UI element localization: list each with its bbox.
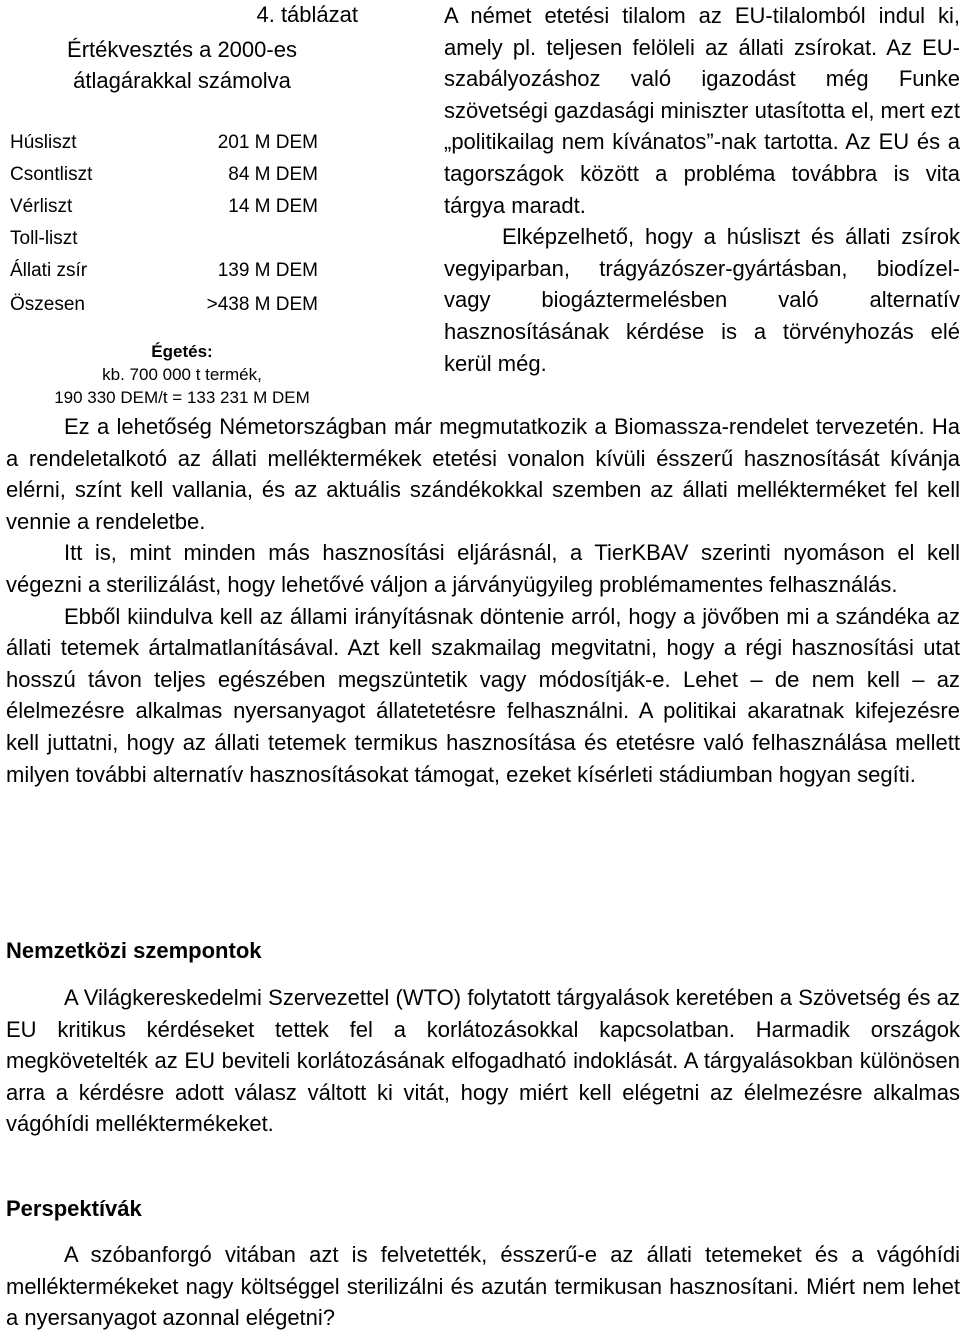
incineration-line1: kb. 700 000 t termék, xyxy=(102,365,262,384)
paragraph-alternative-use: Elképzelhető, hogy a húsliszt és állati zsírok vegyiparban, trágyázószer-gyártásban, biodízel- vagy biogáztermelésben való alternatív hasznosításának kérdése is a törvényhozás elé kerül még. xyxy=(444,224,960,376)
paragraph-state-decision: Ebből kiindulva kell az állami irányításnak döntenie arról, hogy a jövőben mi a szándéka az állati tetemek ártalmatlanításával. Azt kell szakmailag megvitatni, hogy a régi hasznosítási utat hosszú távon teljes egészében megszüntetik vagy módosítják-e. Lehet – de nem kell – az élelmezésre alkalmas nyersanyagot állatetetésre felhasználni. A politikai akaratnak kifejezésre kell juttatni, hogy az állati tetemek termikus hasznosítása és etetésre való felhasználása mellett milyen további alternatív hasznosításokat támogat, ezeket kísérleti stádiumban hogyan segíti. xyxy=(6,603,960,787)
section-text-perspectives xyxy=(6,1239,960,1334)
table-row xyxy=(6,224,358,255)
table-title-line2: átlagárakkal számolva xyxy=(73,68,291,93)
incineration-note xyxy=(6,340,358,409)
section-heading-international: Nemzetközi szempontok xyxy=(6,938,262,963)
table-title xyxy=(6,34,358,96)
section-heading-perspectives: Perspektívák xyxy=(6,1196,142,1221)
row-value: 139 M DEM xyxy=(217,260,318,281)
row-value: 201 M DEM xyxy=(217,132,318,153)
row-label: Húsliszt xyxy=(10,132,77,153)
table-row xyxy=(6,192,358,223)
right-column-text xyxy=(444,0,960,379)
row-label: Csontliszt xyxy=(10,164,93,185)
section-text-international xyxy=(6,982,960,1140)
row-value: 14 M DEM xyxy=(228,196,318,217)
row-value: >438 M DEM xyxy=(206,294,318,315)
paragraph-biomass: Ez a lehetőség Németországban már megmutatkozik a Biomassza-rendelet tervezetén. Ha a rendeletalkotó az állati melléktermékek etetési vonalon kívüli ésszerű hasznosítását kívánja elérni, színt kell vallania, és az aktuális szándékokkal szemben az állati mellékterméket fel kell vennie a rendeletbe. xyxy=(6,414,960,534)
paragraph-wto: A Világkereskedelmi Szervezettel (WTO) folytatott tárgyalások keretében a Szövetség és az EU kritikus kérdéseket tettek fel a korlátozásokkal kapcsolatban. Harmadik országok megkövetelték az EU beviteli korlátozásának elfogadható indoklását. A tárgyalásokban különösen arra a kérdésre adott válasz váltott ki vitát, hogy miért kell elégetni az élelmezésre alkalmas vágóhídi melléktermékeket. xyxy=(6,985,960,1137)
table-row xyxy=(6,256,358,287)
table-number: 4. táblázat xyxy=(256,2,358,27)
paragraph-sterilization: Itt is, mint minden más hasznosítási eljárásnál, a TierKBAV szerinti nyomáson el kell végezni a sterilizálást, hogy lehetővé váljon a járványügyileg problémamentes felhasználás. xyxy=(6,540,960,597)
main-text xyxy=(6,411,960,790)
row-value: 84 M DEM xyxy=(228,164,318,185)
paragraph-feeding-ban: A német etetési tilalom az EU-tilalomból indul ki, amely pl. teljesen felöleli az állati zsírokat. Az EU-szabályozáshoz való igazodást még Funke szövetségi gazdasági miniszter utasította el, mert ezt „politikailag nem kívánatos”-nak tartotta. Az EU és a tagországok között a probléma továbbra is vita tárgya maradt. xyxy=(444,3,960,218)
row-label: Toll-liszt xyxy=(10,228,78,249)
incineration-heading: Égetés: xyxy=(151,342,213,361)
row-label: Vérliszt xyxy=(10,196,73,217)
table-title-line1: Értékvesztés a 2000-es xyxy=(67,37,297,62)
table-row xyxy=(6,128,358,159)
row-label: Állati zsír xyxy=(10,260,88,281)
row-label: Öszesen xyxy=(10,294,85,315)
table-row xyxy=(6,160,358,191)
table-row-total xyxy=(6,290,358,321)
incineration-line2: 190 330 DEM/t = 133 231 M DEM xyxy=(54,388,310,407)
paragraph-perspectives: A szóbanforgó vitában azt is felvetették, ésszerű-e az állati tetemeket és a vágóhídi melléktermékeket nagy költséggel sterilizálni és azután termikusan hasznosítani. Miért nem lehet a nyersanyagot azonnal elégetni? xyxy=(6,1242,960,1331)
